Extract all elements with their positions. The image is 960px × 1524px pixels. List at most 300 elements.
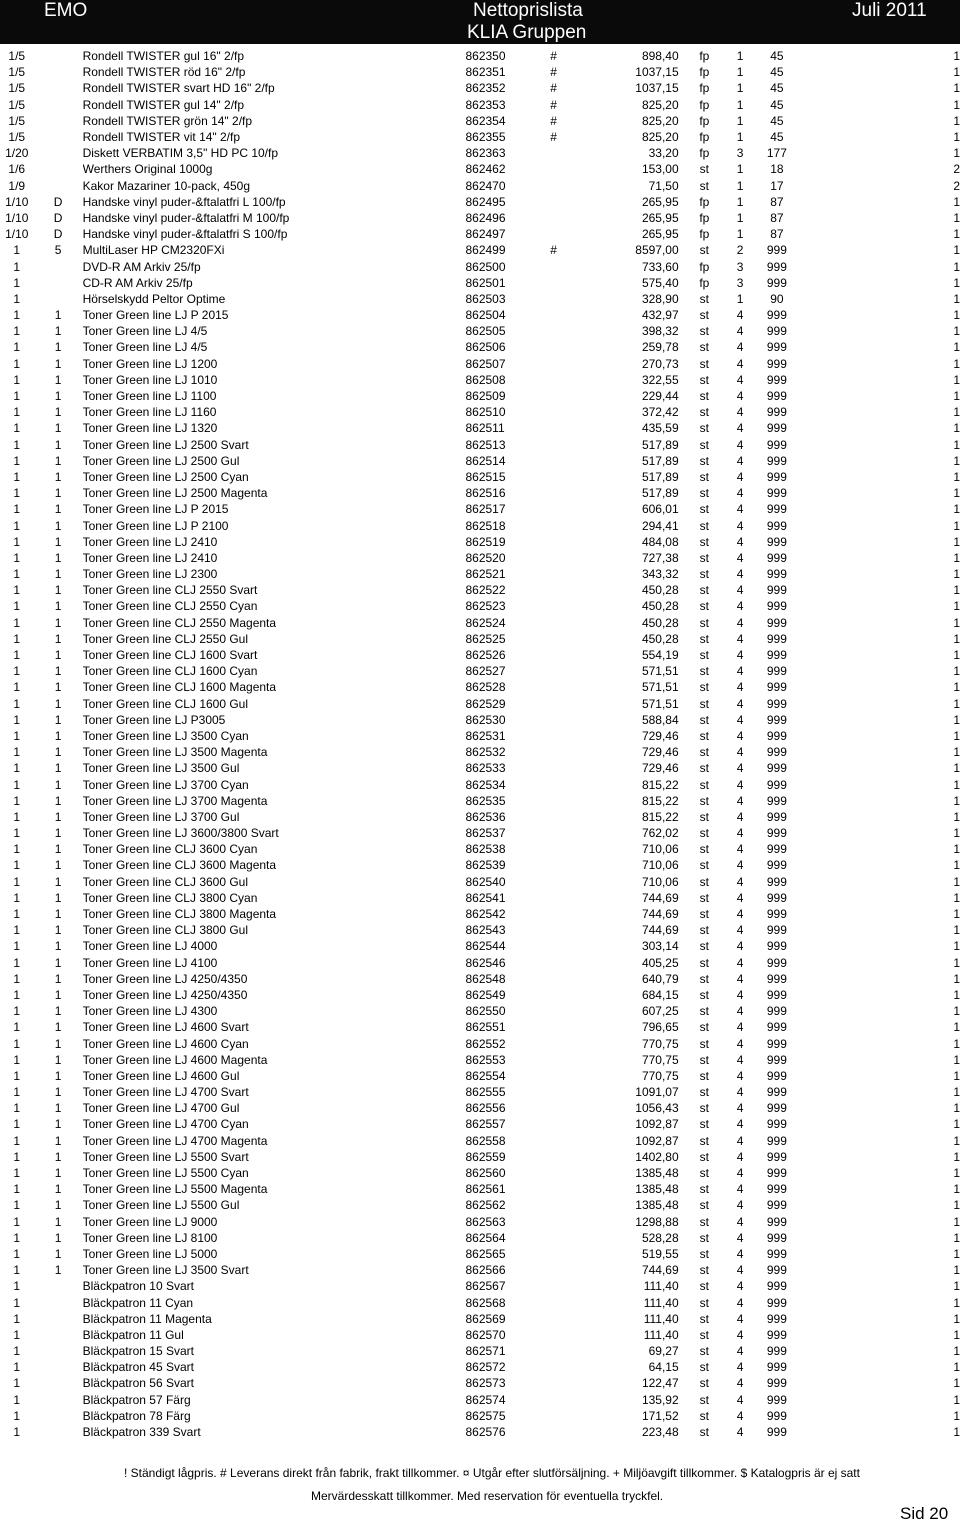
price-mark-cell	[535, 1230, 573, 1246]
price-mark-cell	[535, 1181, 573, 1197]
unit-cell: st	[699, 1392, 709, 1407]
vat-code-cell: 1	[953, 1344, 960, 1359]
unit-cell: st	[699, 1376, 709, 1391]
price-mark-cell	[535, 226, 573, 242]
article-number-cell: 862510	[465, 405, 506, 420]
price-mark-cell	[535, 517, 573, 533]
unit-cell: st	[699, 1263, 709, 1278]
unit-cell: st	[699, 1360, 709, 1375]
price-mark-cell	[535, 1278, 573, 1294]
item-flag-cell: 1	[54, 712, 62, 727]
product-group-cell: 999	[766, 842, 787, 857]
product-group-cell: 999	[766, 469, 787, 484]
product-group-cell: 45	[770, 81, 784, 96]
pack-size-cell: 1	[13, 518, 21, 533]
item-flag-cell: 1	[54, 372, 62, 387]
product-group-cell: 999	[766, 1182, 787, 1197]
price-group-cell: 4	[736, 874, 744, 889]
pack-size-cell: 1	[13, 1036, 21, 1051]
item-flag-cell: 1	[54, 453, 62, 468]
table-row	[0, 356, 960, 372]
unit-cell: fp	[699, 210, 710, 225]
unit-cell: fp	[699, 65, 710, 80]
unit-cell: st	[699, 712, 709, 727]
item-flag-cell: 1	[54, 550, 62, 565]
vat-code-cell: 1	[953, 728, 960, 743]
product-group-cell: 45	[770, 65, 784, 80]
item-description-cell: Bläckpatron 11 Magenta	[82, 1311, 212, 1326]
pack-size-cell: 1	[13, 1004, 21, 1019]
article-number-cell: 862504	[465, 308, 506, 323]
table-row	[0, 404, 960, 420]
product-group-cell: 999	[766, 340, 787, 355]
net-price-cell: 575,40	[641, 275, 679, 290]
item-flag-cell	[33, 1359, 82, 1375]
pack-size-cell: 1/10	[5, 194, 29, 209]
price-mark-cell	[535, 534, 573, 550]
vat-code-cell: 1	[953, 971, 960, 986]
article-number-cell: 862567	[465, 1279, 506, 1294]
price-mark-cell: #	[550, 113, 557, 128]
product-group-cell: 87	[770, 210, 784, 225]
table-row	[0, 437, 960, 453]
item-description-cell: Toner Green line LJ 4600 Magenta	[82, 1052, 268, 1067]
net-price-cell: 171,52	[641, 1408, 679, 1423]
item-description-cell: Toner Green line LJ 5500 Gul	[82, 1198, 240, 1213]
net-price-cell: 640,79	[641, 971, 679, 986]
net-price-cell: 322,55	[641, 372, 679, 387]
vat-code-cell: 1	[953, 1230, 960, 1245]
pack-size-cell: 1	[13, 1166, 21, 1181]
price-mark-cell	[535, 1116, 573, 1132]
price-group-cell: 4	[736, 453, 744, 468]
item-description-cell: Toner Green line CLJ 2550 Magenta	[82, 615, 277, 630]
pack-size-cell: 1	[13, 955, 21, 970]
net-price-cell: 435,59	[641, 421, 679, 436]
price-group-cell: 3	[736, 146, 744, 161]
table-row	[0, 1278, 960, 1294]
item-flag-cell: 1	[54, 1004, 62, 1019]
unit-cell: st	[699, 502, 709, 517]
pack-size-cell: 1/5	[8, 49, 26, 64]
article-number-cell: 862530	[465, 712, 506, 727]
product-group-cell: 87	[770, 194, 784, 209]
product-group-cell: 999	[766, 745, 787, 760]
item-description-cell: Rondell TWISTER gul 16" 2/fp	[82, 49, 245, 64]
net-price-cell: 528,28	[641, 1230, 679, 1245]
product-group-cell: 999	[766, 874, 787, 889]
product-group-cell: 999	[766, 1376, 787, 1391]
item-description-cell: Werthers Original 1000g	[82, 162, 213, 177]
vat-code-cell: 1	[953, 227, 960, 242]
unit-cell: fp	[699, 113, 710, 128]
price-group-cell: 4	[736, 1246, 744, 1261]
product-group-cell: 999	[766, 1101, 787, 1116]
product-group-cell: 999	[766, 308, 787, 323]
vat-code-cell: 1	[953, 502, 960, 517]
table-row	[0, 517, 960, 533]
pack-size-cell: 1	[13, 1214, 21, 1229]
pack-size-cell: 1	[13, 1068, 21, 1083]
price-mark-cell: #	[550, 81, 557, 96]
price-group-cell: 4	[736, 777, 744, 792]
unit-cell: st	[699, 1166, 709, 1181]
vat-code-cell: 1	[953, 890, 960, 905]
pack-size-cell: 1/5	[8, 130, 26, 145]
item-flag-cell: 1	[54, 631, 62, 646]
item-description-cell: Toner Green line LJ 4/5	[82, 340, 208, 355]
price-group-cell: 4	[736, 324, 744, 339]
vat-code-cell: 1	[953, 308, 960, 323]
vat-code-cell: 1	[953, 1327, 960, 1342]
pack-size-cell: 1/5	[8, 81, 26, 96]
product-group-cell: 999	[766, 421, 787, 436]
article-number-cell: 862537	[465, 826, 506, 841]
item-description-cell: Toner Green line CLJ 2550 Svart	[82, 583, 258, 598]
price-mark-cell	[535, 938, 573, 954]
pack-size-cell: 1/9	[8, 178, 26, 193]
net-price-cell: 71,50	[648, 178, 679, 193]
net-price-cell: 898,40	[641, 49, 679, 64]
item-description-cell: Kakor Mazariner 10-pack, 450g	[82, 178, 251, 193]
price-group-cell: 4	[736, 1295, 744, 1310]
net-price-cell: 450,28	[641, 583, 679, 598]
table-row	[0, 388, 960, 404]
unit-cell: fp	[699, 49, 710, 64]
article-number-cell: 862564	[465, 1230, 506, 1245]
unit-cell: st	[699, 728, 709, 743]
unit-cell: st	[699, 469, 709, 484]
vat-code-cell: 1	[953, 777, 960, 792]
price-mark-cell	[535, 420, 573, 436]
price-group-cell: 4	[736, 308, 744, 323]
vat-code-cell: 1	[953, 1311, 960, 1326]
table-row	[0, 501, 960, 517]
price-group-cell: 4	[736, 761, 744, 776]
product-group-cell: 999	[766, 453, 787, 468]
net-price-cell: 825,20	[641, 97, 679, 112]
vat-code-cell: 1	[953, 340, 960, 355]
item-description-cell: Toner Green line LJ 4250/4350	[82, 987, 248, 1002]
unit-cell: st	[699, 178, 709, 193]
price-group-cell: 4	[736, 486, 744, 501]
unit-cell: fp	[699, 275, 710, 290]
unit-cell: fp	[699, 81, 710, 96]
price-group-cell: 4	[736, 696, 744, 711]
footer-vat-note: Mervärdesskatt tillkommer. Med reservation för eventuella tryckfel.	[311, 1489, 664, 1503]
product-group-cell: 999	[766, 599, 787, 614]
table-row	[0, 210, 960, 226]
pack-size-cell: 1/5	[8, 65, 26, 80]
item-flag-cell	[33, 1343, 82, 1359]
article-number-cell: 862350	[465, 49, 506, 64]
table-row	[0, 647, 960, 663]
price-mark-cell	[535, 890, 573, 906]
vat-code-cell: 1	[953, 243, 960, 258]
pack-size-cell: 1	[13, 793, 21, 808]
table-row	[0, 793, 960, 809]
pack-size-cell: 1	[13, 583, 21, 598]
vat-code-cell: 1	[953, 275, 960, 290]
unit-cell: st	[699, 583, 709, 598]
table-row	[0, 971, 960, 987]
unit-cell: st	[699, 1295, 709, 1310]
vat-code-cell: 1	[953, 437, 960, 452]
table-row	[0, 339, 960, 355]
price-group-cell: 4	[736, 971, 744, 986]
unit-cell: st	[699, 372, 709, 387]
unit-cell: st	[699, 599, 709, 614]
article-number-cell: 862571	[465, 1344, 506, 1359]
price-group-cell: 4	[736, 1376, 744, 1391]
unit-cell: st	[699, 777, 709, 792]
product-group-cell: 999	[766, 405, 787, 420]
table-row	[0, 275, 960, 291]
vat-code-cell: 1	[953, 631, 960, 646]
product-group-cell: 999	[766, 534, 787, 549]
vat-code-cell: 1	[953, 664, 960, 679]
product-group-cell: 999	[766, 437, 787, 452]
product-group-cell: 999	[766, 1133, 787, 1148]
pack-size-cell: 1	[13, 389, 21, 404]
pack-size-cell: 1	[13, 923, 21, 938]
table-row	[0, 1359, 960, 1375]
table-row	[0, 955, 960, 971]
table-row	[0, 1408, 960, 1424]
item-description-cell: Toner Green line LJ 2300	[82, 567, 218, 582]
table-row	[0, 906, 960, 922]
pack-size-cell: 1	[13, 453, 21, 468]
item-description-cell: Bläckpatron 45 Svart	[82, 1360, 194, 1375]
pack-size-cell: 1/5	[8, 97, 26, 112]
price-mark-cell	[535, 1262, 573, 1278]
table-row	[0, 874, 960, 890]
unit-cell: fp	[699, 227, 710, 242]
price-mark-cell	[535, 631, 573, 647]
net-price-cell: 432,97	[641, 308, 679, 323]
table-row	[0, 1181, 960, 1197]
item-description-cell: Rondell TWISTER gul 14" 2/fp	[82, 97, 245, 112]
pack-size-cell: 1	[13, 340, 21, 355]
vat-code-cell: 1	[953, 1279, 960, 1294]
article-number-cell: 862516	[465, 486, 506, 501]
unit-cell: st	[699, 1036, 709, 1051]
pack-size-cell: 1	[13, 243, 21, 258]
unit-cell: st	[699, 745, 709, 760]
item-description-cell: Toner Green line LJ 9000	[82, 1214, 218, 1229]
item-flag-cell	[33, 1311, 82, 1327]
table-row	[0, 760, 960, 776]
price-group-cell: 4	[736, 858, 744, 873]
product-group-cell: 999	[766, 1425, 787, 1440]
pack-size-cell: 1	[13, 1360, 21, 1375]
unit-cell: st	[699, 453, 709, 468]
net-price-cell: 815,22	[641, 793, 679, 808]
item-flag-cell: 1	[54, 696, 62, 711]
product-group-cell: 999	[766, 1295, 787, 1310]
article-number-cell: 862528	[465, 680, 506, 695]
vat-code-cell: 1	[953, 858, 960, 873]
net-price-cell: 554,19	[641, 648, 679, 663]
item-flag-cell	[33, 97, 82, 113]
net-price-cell: 223,48	[641, 1425, 679, 1440]
article-number-cell: 862352	[465, 81, 506, 96]
article-number-cell: 862503	[465, 291, 506, 306]
item-description-cell: Hörselskydd Peltor Optime	[82, 291, 226, 306]
product-group-cell: 999	[766, 648, 787, 663]
price-mark-cell	[535, 1149, 573, 1165]
net-price-cell: 265,95	[641, 210, 679, 225]
table-row	[0, 242, 960, 258]
pack-size-cell: 1	[13, 615, 21, 630]
item-description-cell: Toner Green line LJ 2410	[82, 550, 218, 565]
pack-size-cell: 1	[13, 1182, 21, 1197]
item-description-cell: Toner Green line CLJ 2550 Cyan	[82, 599, 258, 614]
table-row	[0, 696, 960, 712]
pack-size-cell: 1	[13, 712, 21, 727]
price-group-cell: 4	[736, 842, 744, 857]
table-row	[0, 372, 960, 388]
vat-code-cell: 1	[953, 1425, 960, 1440]
article-number-cell: 862526	[465, 648, 506, 663]
product-group-cell: 999	[766, 1020, 787, 1035]
item-description-cell: Handske vinyl puder-&ftalatfri S 100/fp	[82, 227, 288, 242]
pack-size-cell: 1	[13, 858, 21, 873]
net-price-cell: 111,40	[643, 1327, 679, 1342]
price-group-cell: 4	[736, 1020, 744, 1035]
product-group-cell: 999	[766, 1279, 787, 1294]
unit-cell: fp	[699, 146, 710, 161]
price-group-cell: 4	[736, 664, 744, 679]
item-flag-cell	[33, 258, 82, 274]
product-group-cell: 999	[766, 1004, 787, 1019]
item-description-cell: Toner Green line LJ 4250/4350	[82, 971, 248, 986]
vat-code-cell: 1	[953, 1182, 960, 1197]
price-group-cell: 4	[736, 1392, 744, 1407]
net-price-cell: 1385,48	[635, 1166, 679, 1181]
product-group-cell: 999	[766, 907, 787, 922]
net-price-cell: 727,38	[641, 550, 679, 565]
article-number-cell: 862522	[465, 583, 506, 598]
item-flag-cell: 1	[54, 534, 62, 549]
product-group-cell: 999	[766, 502, 787, 517]
item-flag-cell: 1	[54, 842, 62, 857]
item-description-cell: Toner Green line LJ 5000	[82, 1246, 218, 1261]
vat-code-cell: 1	[953, 210, 960, 225]
price-group-cell: 4	[736, 712, 744, 727]
price-group-cell: 4	[736, 372, 744, 387]
item-description-cell: Toner Green line LJ P 2015	[82, 308, 229, 323]
item-description-cell: Toner Green line LJ 2500 Cyan	[82, 469, 249, 484]
price-mark-cell	[535, 1019, 573, 1035]
product-group-cell: 999	[766, 777, 787, 792]
item-flag-cell	[33, 161, 82, 177]
price-mark-cell	[535, 258, 573, 274]
item-flag-cell: 1	[54, 1230, 62, 1245]
pack-size-cell: 1	[13, 728, 21, 743]
net-price-cell: 684,15	[641, 987, 679, 1002]
unit-cell: st	[699, 291, 709, 306]
pack-size-cell: 1	[13, 567, 21, 582]
price-group-cell: 4	[736, 680, 744, 695]
net-price-cell: 1298,88	[635, 1214, 679, 1229]
product-group-cell: 45	[770, 97, 784, 112]
price-mark-cell	[535, 1246, 573, 1262]
pack-size-cell: 1	[13, 809, 21, 824]
price-mark-cell: #	[550, 49, 557, 64]
item-description-cell: Rondell TWISTER svart HD 16" 2/fp	[82, 81, 275, 96]
table-row	[0, 1262, 960, 1278]
price-group-cell: 4	[736, 728, 744, 743]
unit-cell: st	[699, 1068, 709, 1083]
item-description-cell: Toner Green line CLJ 1600 Magenta	[82, 680, 277, 695]
item-flag-cell	[33, 178, 82, 194]
item-description-cell: Toner Green line LJ 1320	[82, 421, 218, 436]
price-mark-cell	[535, 582, 573, 598]
unit-cell: st	[699, 907, 709, 922]
table-row	[0, 194, 960, 210]
item-flag-cell: 1	[54, 826, 62, 841]
article-number-cell: 862500	[465, 259, 506, 274]
item-flag-cell: 1	[54, 1198, 62, 1213]
price-mark-cell	[535, 453, 573, 469]
table-row	[0, 1068, 960, 1084]
price-mark-cell	[535, 955, 573, 971]
table-row	[0, 469, 960, 485]
article-number-cell: 862540	[465, 874, 506, 889]
unit-cell: st	[699, 1101, 709, 1116]
pack-size-cell: 1	[13, 1117, 21, 1132]
item-description-cell: Toner Green line CLJ 3600 Gul	[82, 874, 249, 889]
page-number: Sid 20	[900, 1504, 949, 1523]
vat-code-cell: 1	[953, 453, 960, 468]
price-group-cell: 4	[736, 534, 744, 549]
vat-code-cell: 1	[953, 842, 960, 857]
price-mark-cell	[535, 1327, 573, 1343]
article-number-cell: 862354	[465, 113, 506, 128]
table-row	[0, 97, 960, 113]
pack-size-cell: 1	[13, 291, 21, 306]
vat-code-cell: 1	[953, 1101, 960, 1116]
product-group-cell: 999	[766, 728, 787, 743]
article-number-cell: 862529	[465, 696, 506, 711]
item-flag-cell: 1	[54, 955, 62, 970]
item-description-cell: Toner Green line CLJ 2550 Gul	[82, 631, 249, 646]
product-group-cell: 90	[770, 291, 784, 306]
net-price-cell: 372,42	[641, 405, 679, 420]
pack-size-cell: 1	[13, 405, 21, 420]
table-row	[0, 728, 960, 744]
article-number-cell: 862505	[465, 324, 506, 339]
item-flag-cell	[33, 291, 82, 307]
unit-cell: st	[699, 923, 709, 938]
net-price-cell: 259,78	[641, 340, 679, 355]
unit-cell: st	[699, 1198, 709, 1213]
vat-code-cell: 1	[953, 1263, 960, 1278]
item-description-cell: Toner Green line CLJ 3600 Cyan	[82, 842, 258, 857]
item-description-cell: Toner Green line LJ 3500 Magenta	[82, 745, 268, 760]
item-description-cell: Toner Green line LJ 4600 Svart	[82, 1020, 249, 1035]
net-price-cell: 398,32	[641, 324, 679, 339]
price-group-cell: 4	[736, 745, 744, 760]
net-price-cell: 517,89	[641, 453, 679, 468]
net-price-cell: 405,25	[641, 955, 679, 970]
item-description-cell: Toner Green line LJ 3700 Gul	[82, 809, 240, 824]
price-mark-cell	[535, 1375, 573, 1391]
table-row	[0, 922, 960, 938]
item-description-cell: Bläckpatron 78 Färg	[82, 1408, 191, 1423]
price-mark-cell	[535, 1035, 573, 1051]
